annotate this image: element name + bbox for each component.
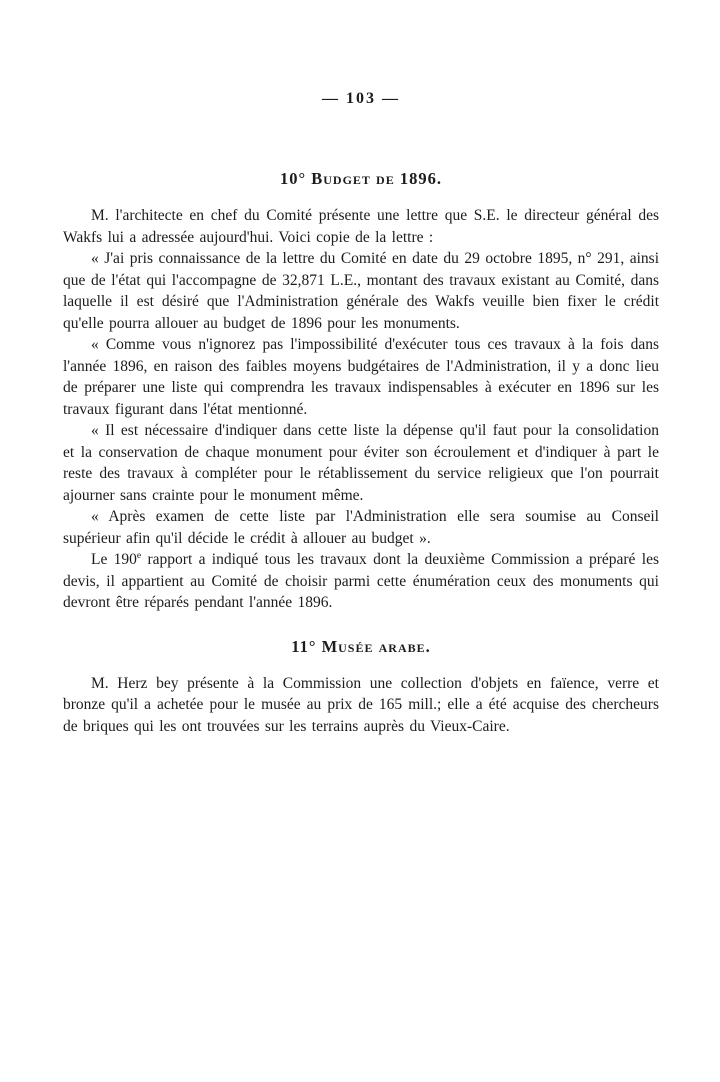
paragraph-text-lead: Le 190	[91, 551, 137, 568]
paragraph-rapport-190	[63, 549, 659, 614]
section-heading-budget-1896: 10° Budget de 1896.	[280, 169, 442, 188]
ordinal-superscript: e	[136, 549, 142, 561]
paragraph-quote-4: « Après examen de cette liste par l'Administration elle sera soumise au Conseil supérieur afin qu'il décide le crédit à allouer au budget ».	[63, 508, 659, 547]
paragraph-quote-3: « Il est nécessaire d'indiquer dans cette liste la dépense qu'il faut pour la consolidation et la conservation de chaque monument pour éviter son écroulement et d'indiquer à part le reste des travaux à compléter pour le rétablissement du service religieux que l'on pourrait ajourner sans crainte pour le monument même.	[63, 422, 659, 504]
paragraph-text-rest: rapport a indiqué tous les travaux dont la deuxième Commission a préparé les devis, il appartient au Comité de choisir parmi cette énumération ceux des monuments qui devront être réparés pendant l'année 1896.	[63, 551, 659, 611]
paragraph-quote-2: « Comme vous n'ignorez pas l'impossibilité d'exécuter tous ces travaux à la fois dans l'année 1896, en raison des faibles moyens budgétaires de l'Administration, il y a donc lieu de préparer une liste qui comprendra les travaux indispensables à exécuter en 1896 sur les travaux figurant dans l'état mentionné.	[63, 336, 659, 418]
page-number: — 103 —	[322, 90, 400, 107]
section-heading-musee-arabe: 11° Musée arabe.	[291, 636, 431, 656]
paragraph-intro-letter: M. l'architecte en chef du Comité présente une lettre que S.E. le directeur général des Wakfs lui a adressée aujourd'hui. Voici copie de la lettre :	[63, 207, 659, 246]
section-musee-body	[63, 673, 659, 738]
paragraph-herz-bey: M. Herz bey présente à la Commission une collection d'objets en faïence, verre et bronze qu'il a achetée pour le musée au prix de 165 mill.; elle a été acquise des chercheurs de briques qui les ont trouvées sur les terrains auprès du Vieux-Caire.	[63, 674, 659, 735]
paragraph-quote-1: « J'ai pris connaissance de la lettre du Comité en date du 29 octobre 1895, n° 291, ainsi que de l'état qui l'accompagne de 32,871 L.E., montant des travaux existant au Comité, dans laquelle il est désiré que l'Administration générale des Wakfs veuille bien fixer le crédit qu'elle pourra allouer au budget de 1896 pour les monuments.	[63, 250, 659, 332]
section-budget-body	[63, 205, 659, 614]
